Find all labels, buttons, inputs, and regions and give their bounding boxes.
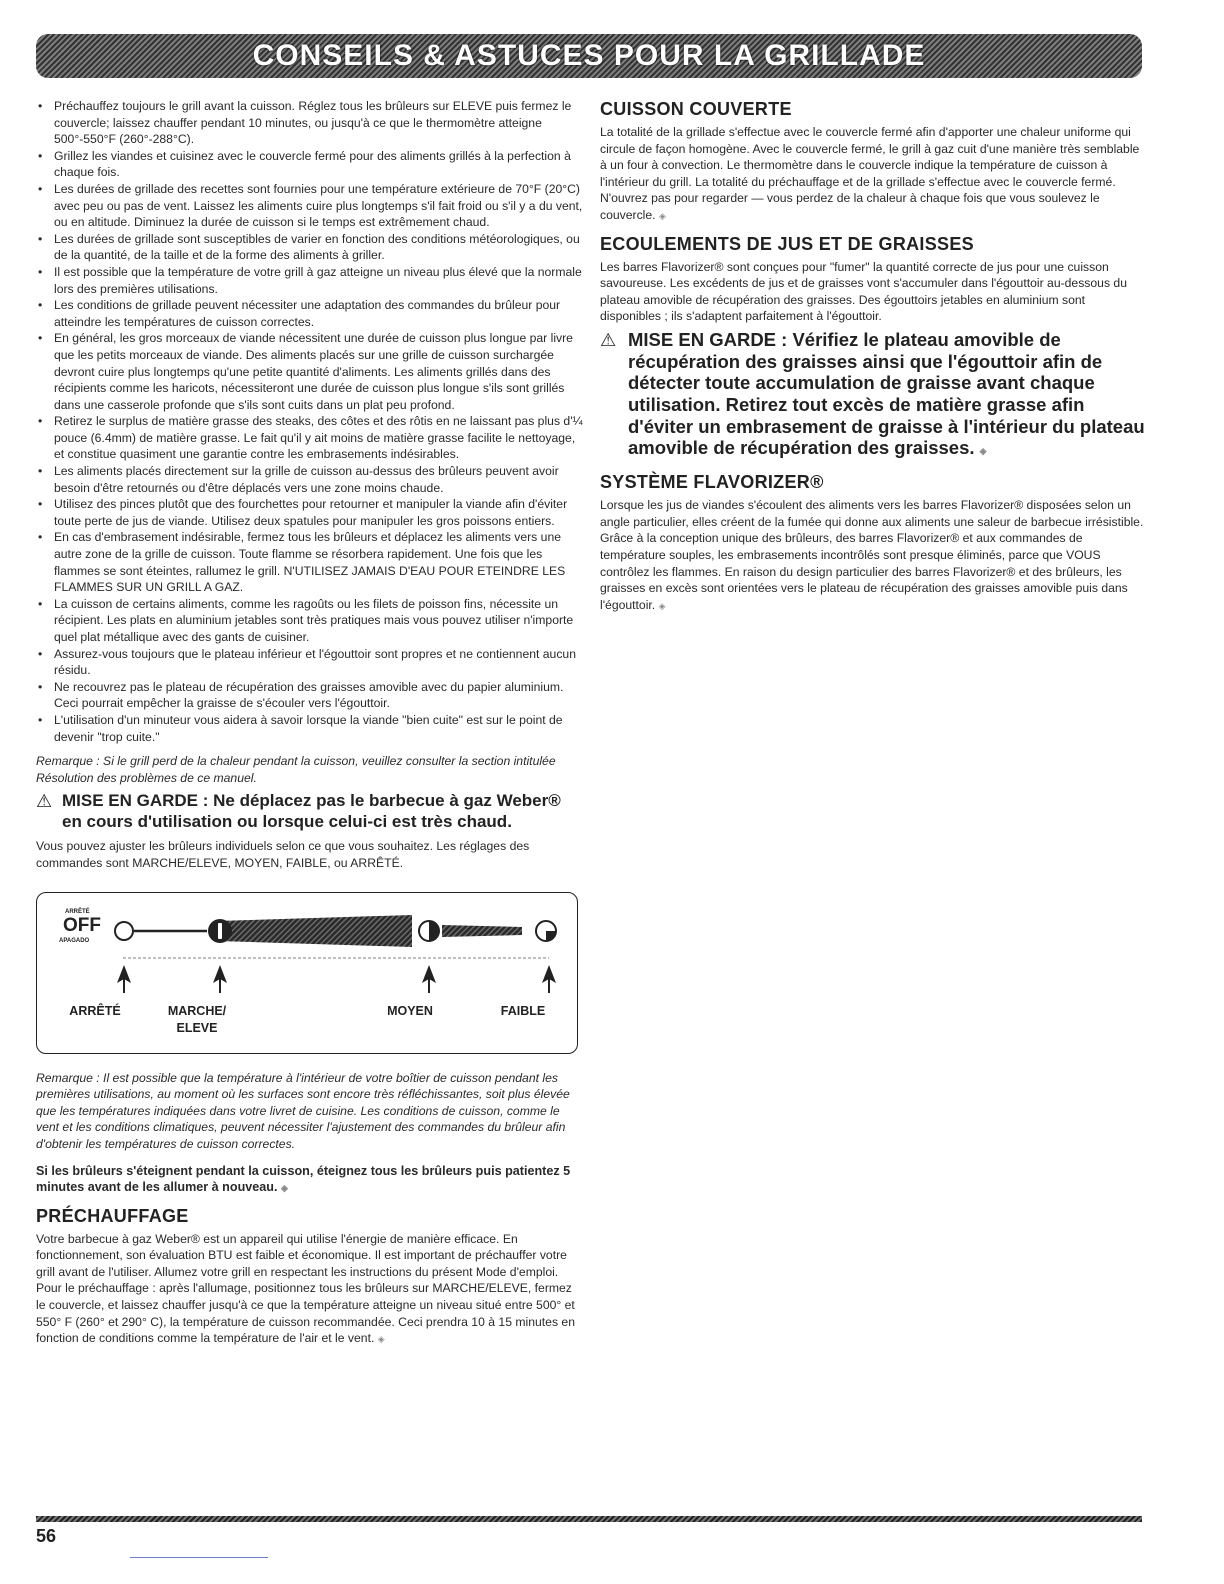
footer-rule	[36, 1516, 1142, 1522]
dial-graphic	[37, 893, 577, 1003]
section-title-drip: ECOULEMENTS DE JUS ET DE GRAISSES	[600, 233, 974, 254]
list-item: • Les conditions de grillade peuvent nécessiter une adaptation des commandes du brûleur pour atteindre les températures de cuisson correctes.	[36, 297, 584, 330]
list-item: • Grillez les viandes et cuisinez avec le couvercle fermé pour des aliments grillés à la perfection à chaque fois.	[36, 148, 584, 181]
list-item: • En cas d'embrasement indésirable, fermez tous les brûleurs et déplacez les aliments vers une autre zone de la grille de cuisson. Toute flamme se résorbera rapidement. Une fois que les flammes se sont éteintes, rallumez le grill. N'UTILISEZ JAMAIS D'EAU POUR ETEINDRE LES FLAMMES SUR UN GRILL A GAZ.	[36, 529, 584, 595]
warning-text: MISE EN GARDE : Vérifiez le plateau amovible de récupération des graisses ainsi que l'égouttoir afin de détecter toute accumulation de graisse avant chaque utilisation. Retirez tout excès de matière grasse afin d'éviter un embrasement de graisse à l'intérieur du plateau amovible de récupération des graisses.	[628, 328, 1145, 459]
note-heat-loss: Remarque : Si le grill perd de la chaleur pendant la cuisson, veuillez consulter la section intitulée Résolution des problèmes de ce manuel.	[36, 754, 556, 785]
right-column	[600, 98, 1146, 614]
label-high: MARCHE/ ELEVE	[167, 1003, 227, 1035]
end-mark-icon: ◈	[658, 210, 666, 221]
warning-grease-tray	[600, 329, 1146, 463]
list-item: • Retirez le surplus de matière grasse des steaks, des côtes et des rôtis en ne laissant pas plus d'¼ pouce (6.4mm) de matière grasse. Le fait qu'il y ait moins de matière grasse facilite le nettoyage, et constitue quasiment une garantie contre les embrasements indésirables.	[36, 413, 584, 463]
preheat-body: Votre barbecue à gaz Weber® est un appareil qui utilise l'énergie de manière efficace. En fonctionnement, son évaluation BTU est faible et économique. Il est important de préchauffer votre grill avant de l'utiliser. Allumez votre grill en respectant les instructions du présent Mode d'emploi. Pour le préchauffage : après l'allumage, positionnez tous les brûleurs sur MARCHE/ELEVE, fermez le couvercle, et laissez chauffer jusqu'à ce que la température atteigne un niveau situé entre 500° et 550° F (260° et 290° C), la température de cuisson recommandée. Ceci prendra 10 à 15 minutes en fonction de conditions comme la température de l'air et le vent.	[36, 1231, 575, 1346]
list-item: • Ne recouvrez pas le plateau de récupération des graisses amovible avec du papier aluminium. Ceci pourrait empêcher la graisse de s'écouler vers l'égouttoir.	[36, 679, 584, 712]
page-title: CONSEILS & ASTUCES POUR LA GRILLADE	[252, 39, 926, 72]
page-number: 56	[36, 1526, 57, 1546]
list-item: • Les aliments placés directement sur la grille de cuisson au-dessus des brûleurs peuvent avoir besoin d'être retournés ou d'être déplacés vers une zone moins chaude.	[36, 463, 584, 496]
note-first-uses: Remarque : Il est possible que la température à l'intérieur de votre boîtier de cuisson pendant les premières utilisations, au moment où les surfaces sont encore très réfléchissantes, soit plus élevée que les températures indiquées dans votre livret de cuisine. Les conditions de cuisson, comme le vent et les conditions climatiques, peuvent nécessiter l'ajustement des commandes du brûleur afin d'obtenir les températures de cuisson correctes.	[36, 1070, 570, 1151]
low-flame-wedge	[442, 925, 522, 937]
drip-text: Les barres Flavorizer® sont conçues pour "fumer" la quantité correcte de jus pour une cuisson savoureuse. Les excédents de jus et de graisses vont s'accumuler dans l'égouttoir au-dessous du plateau amovible de récupération des graisses. Des égouttoirs jetables en aluminium sont disponibles ; ils s'adaptent parfaitement à l'égouttoir.	[600, 259, 1127, 324]
label-off: ARRÊTÉ	[69, 1003, 121, 1018]
list-item: • Préchauffez toujours le grill avant la cuisson. Réglez tous les brûleurs sur ELEVE puis fermez le couvercle; laissez chauffer pendant 10 minutes, ou jusqu'à ce que le thermomètre atteigne 500°-550°F (260°-288°C).	[36, 98, 584, 148]
label-medium: MOYEN	[387, 1003, 433, 1018]
high-flame-wedge	[217, 915, 412, 947]
list-item: • En général, les gros morceaux de viande nécessitent une durée de cuisson plus longue par livre que les petits morceaux de viande. Des aliments placés sur une grille de cuisson surchargée devront cuire plus longtemps qu'une petite quantité d'aliments. Les aliments grillés dans des récipients comme les haricots, nécessiteront une durée de cuisson plus longue s'ils sont grillés dans une casserole profonde que s'ils sont cuits dans un plat peu profond.	[36, 330, 584, 413]
tips-list	[36, 98, 584, 745]
warning-text: MISE EN GARDE : Ne déplacez pas le barbecue à gaz Weber® en cours d'utilisation ou lorsque celui-ci est très chaud.	[62, 791, 561, 832]
list-item: • Assurez-vous toujours que le plateau inférieur et l'égouttoir sont propres et ne contiennent aucun résidu.	[36, 646, 584, 679]
burner-out-text: Si les brûleurs s'éteignent pendant la cuisson, éteignez tous les brûleurs puis patientez 5 minutes avant de les allumer à nouveau.	[36, 1163, 571, 1195]
flavorizer-text	[600, 497, 1146, 614]
off-label-bottom: APAGADO	[59, 937, 90, 944]
indicator-arrows	[117, 965, 556, 993]
blue-underline	[130, 1557, 268, 1558]
end-mark-icon: ◈	[658, 600, 666, 611]
warning-triangle-icon: ⚠	[36, 791, 53, 812]
off-circle-icon	[115, 922, 133, 940]
list-item: • Les durées de grillade des recettes sont fournies pour une température extérieure de 70°F (20°C) avec peu ou pas de vent. Laissez les aliments cuire plus longtemps s'il fait froid ou s'il y a du vent, ou en altitude. Diminuez la durée de cuisson si le temps est extrêmement chaud.	[36, 181, 584, 231]
burner-dial-diagram	[36, 892, 578, 1054]
end-mark-icon: ◈	[377, 1334, 385, 1345]
warning-move-grill	[36, 790, 584, 832]
flavorizer-body: Lorsque les jus de viandes s'écoulent des aliments vers les barres Flavorizer® disposées selon un angle particulier, elles créent de la fumée qui donne aux aliments une saleur de barbecue irrésistible. Grâce à la conception unique des brûleurs, des barres Flavorizer® et aux commandes de température souples, les embrasements incontrôlés sont presque éliminés, parce que VOUS contrôlez les flammes. En raison du design particulier des barres Flavorizer® et des brûleurs, les graisses en excès sont orientées vers le plateau de récupération des graisses amovible puis dans l'égouttoir.	[600, 498, 1144, 612]
list-item: • La cuisson de certains aliments, comme les ragoûts ou les filets de poisson fins, nécessite un récipient. Les plats en aluminium jetables sont très pratiques mais vous pouvez utiliser n'importe quel plat métallique avec des gants de cuisiner.	[36, 596, 584, 646]
off-label-main: OFF	[63, 914, 101, 936]
end-mark-icon: ◈	[979, 446, 987, 457]
adjust-text: Vous pouvez ajuster les brûleurs individuels selon ce que vous souhaitez. Les réglages des commandes sont MARCHE/ELEVE, MOYEN, FAIBLE, ou ARRÊTÉ.	[36, 839, 530, 870]
left-column	[36, 98, 584, 1348]
list-item: • Utilisez des pinces plutôt que des fourchettes pour retourner et manipuler la viande afin d'éviter toute perte de jus de viande. Utilisez deux spatules pour manipuler les gros poissons entiers.	[36, 496, 584, 529]
covered-text	[600, 124, 1146, 225]
list-item: • Les durées de grillade sont susceptibles de varier en fonction des conditions météorologiques, ou de la quantité, de la taille et de la forme des aliments à griller.	[36, 231, 584, 264]
warning-triangle-icon: ⚠	[600, 329, 617, 350]
end-mark-icon: ◈	[280, 1183, 288, 1194]
section-title-flavorizer: SYSTÈME FLAVORIZER®	[600, 472, 824, 493]
off-label-top: ARRÊTÉ	[65, 908, 90, 915]
list-item: • Il est possible que la température de votre grill à gaz atteigne un niveau plus élevé que la normale lors des premières utilisations.	[36, 264, 584, 297]
covered-body: La totalité de la grillade s'effectue avec le couvercle fermé afin d'apporter une chaleur uniforme qui circule de façon homogène. Avec le couvercle fermé, le grill à gaz cuit d'une manière très semblable à un four à convection. Le thermomètre dans le couvercle indique la température de cuisson à l'intérieur du grill. La totalité du préchauffage et de la grillade s'effectue avec le couvercle fermé. N'ouvrez pas pour regarder — vous perdez de la chaleur à chaque fois que vous soulevez le couvercle.	[600, 125, 1140, 222]
section-title-preheat: PRÉCHAUFFAGE	[36, 1205, 189, 1226]
label-low: FAIBLE	[500, 1003, 546, 1018]
preheat-text	[36, 1231, 584, 1348]
dial-labels	[37, 1003, 577, 1043]
list-item: • L'utilisation d'un minuteur vous aidera à savoir lorsque la viande "bien cuite" est sur le point de devenir "trop cuite."	[36, 712, 584, 745]
header-banner	[36, 34, 1142, 78]
section-title-covered: CUISSON COUVERTE	[600, 99, 792, 119]
burner-out-note	[36, 1163, 584, 1197]
